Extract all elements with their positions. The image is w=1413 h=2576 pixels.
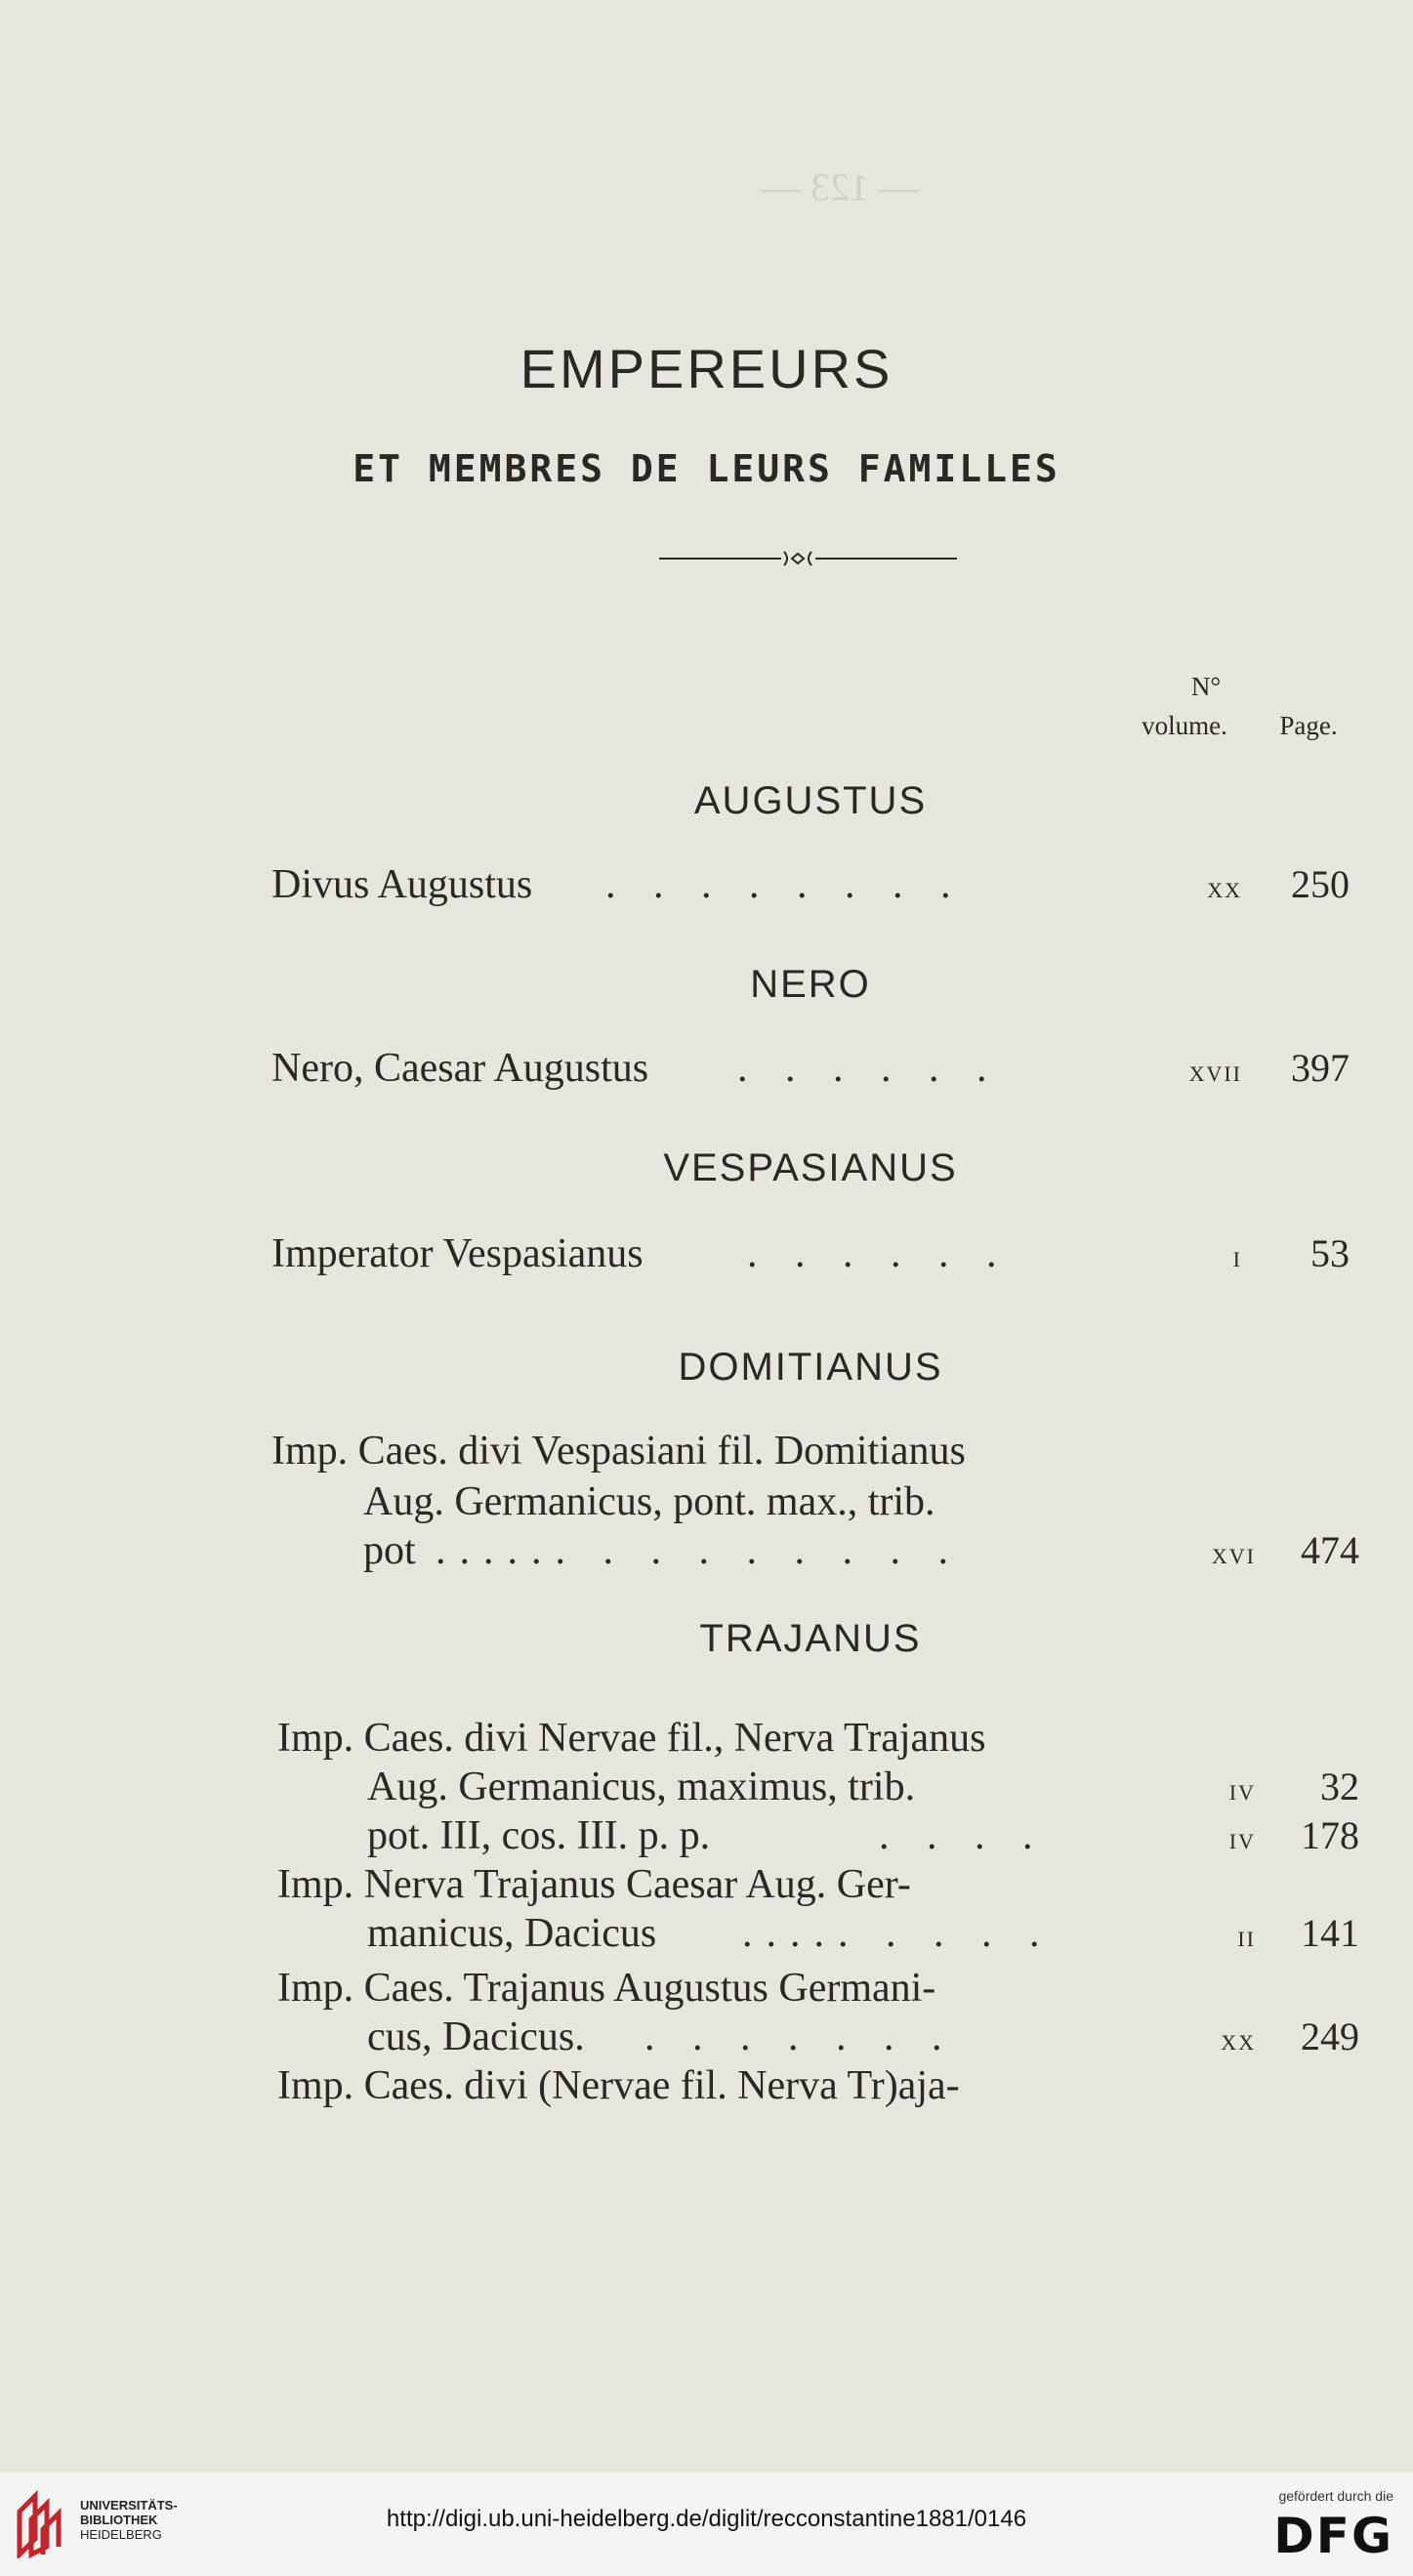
entry-text: Imperator Vespasianus — [271, 1231, 644, 1276]
section-heading-vespasianus: VESPASIANUS — [663, 1146, 958, 1189]
entry-page: 474 — [1301, 1528, 1359, 1572]
dfg-logo: DFG — [1273, 2508, 1393, 2564]
column-header-page: Page. — [1279, 711, 1338, 740]
entry-text: pot. III, cos. III. p. p. — [367, 1813, 711, 1858]
entry-volume: xvii — [1188, 1053, 1242, 1088]
entry-volume: ii — [1237, 1918, 1256, 1953]
entry-volume: i — [1232, 1238, 1242, 1273]
entry-text: Aug. Germanicus, maximus, trib. — [367, 1765, 916, 1809]
page-title: EMPEREURS — [519, 338, 894, 399]
entry-volume: iv — [1228, 1771, 1256, 1807]
entry-text: Imp. Caes. divi Nervae fil., Nerva Trajanus — [277, 1716, 986, 1761]
entry-text: Nero, Caesar Augustus — [271, 1046, 649, 1091]
entry-volume: xx — [1207, 869, 1242, 904]
library-name-line: BIBLIOTHEK — [80, 2513, 158, 2527]
section-heading-domitianus: DOMITIANUS — [678, 1346, 943, 1389]
column-header-volume: volume. — [1142, 711, 1227, 740]
entry-text: Imp. Nerva Trajanus Caesar Aug. Ger- — [277, 1862, 911, 1907]
permalink-url[interactable]: http://digi.ub.uni-heidelberg.de/diglit/recconstantine1881/0146 — [386, 2506, 1027, 2532]
entry-volume: xvi — [1211, 1535, 1256, 1570]
entry-text: pot — [363, 1528, 416, 1573]
entry-page: 250 — [1291, 862, 1350, 906]
show-through-text: — 123 — — [762, 165, 918, 209]
library-name-line: UNIVERSITÄTS- — [80, 2498, 178, 2513]
page-subtitle: ET MEMBRES DE LEURS FAMILLES — [353, 447, 1060, 490]
section-heading-trajanus: TRAJANUS — [699, 1617, 922, 1660]
leader-dots: . . . . — [879, 1813, 1047, 1858]
entry-page: 32 — [1320, 1765, 1359, 1808]
entry-page: 397 — [1291, 1046, 1350, 1090]
library-name-line: HEIDELBERG — [80, 2527, 162, 2542]
column-header-number: N° — [1190, 672, 1222, 701]
entry-volume: xx — [1221, 2021, 1256, 2057]
ornament-divider — [659, 547, 957, 570]
entry-volume: iv — [1228, 1820, 1256, 1855]
entry-page: 249 — [1301, 2015, 1359, 2058]
entry-text: manicus, Dacicus — [367, 1911, 657, 1956]
entry-text: Divus Augustus — [271, 862, 533, 907]
section-heading-augustus: AUGUSTUS — [693, 779, 928, 822]
entry-text: Imp. Caes. divi (Nervae fil. Nerva Tr)aja- — [277, 2063, 960, 2108]
entry-page: 53 — [1310, 1231, 1350, 1275]
leader-dots: ..... . . . . — [742, 1911, 1054, 1956]
leader-dots: . . . . . . . — [644, 2015, 956, 2059]
sponsor-label: gefördert durch die — [1278, 2488, 1393, 2504]
entry-text: cus, Dacicus. — [367, 2015, 585, 2059]
entry-page: 178 — [1301, 1813, 1359, 1857]
leader-dots: . . . . . . . . — [605, 862, 965, 907]
entry-text: Imp. Caes. divi Vespasiani fil. Domitianus — [271, 1429, 966, 1474]
entry-page: 141 — [1301, 1911, 1359, 1955]
leader-dots: ...... . . . . . . . . — [436, 1528, 962, 1573]
entry-text: Imp. Caes. Trajanus Augustus Germani- — [277, 1966, 936, 2011]
leader-dots: . . . . . . — [737, 1046, 1001, 1091]
entry-text: Aug. Germanicus, pont. max., trib. — [363, 1479, 935, 1524]
section-heading-nero: NERO — [750, 963, 871, 1006]
leader-dots: . . . . . . — [747, 1231, 1011, 1276]
